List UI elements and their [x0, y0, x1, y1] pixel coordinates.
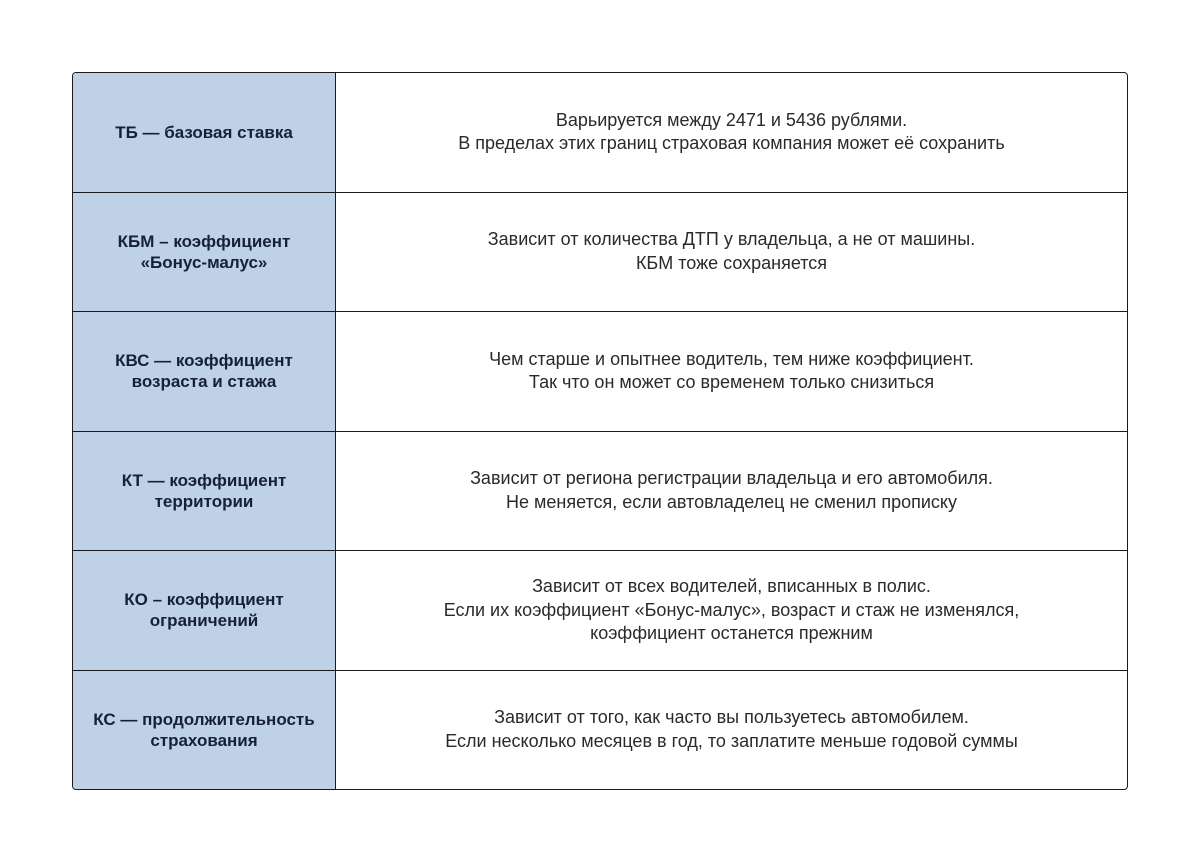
- row-description-cell: [336, 73, 1127, 192]
- row-key-cell: [73, 432, 336, 551]
- row-key-cell: [73, 73, 336, 192]
- row-key-cell: [73, 551, 336, 670]
- description-line: Если несколько месяцев в год, то заплатите меньше годовой суммы: [445, 730, 1018, 751]
- description-line: Так что он может со временем только снизиться: [528, 372, 935, 393]
- row-key-cell: [73, 193, 336, 312]
- row-key-text: [124, 589, 283, 631]
- description-line: Зависит от количества ДТП у владельца, а не от машины.: [487, 229, 976, 250]
- key-line: КБМ – коэффициент: [117, 231, 291, 251]
- description-line: Если их коэффициент «Бонус-малус», возраст и стаж не изменялся,: [443, 599, 1020, 620]
- row-key-text: [118, 231, 291, 273]
- description-line: коэффициент останется прежним: [590, 623, 873, 643]
- key-line: ТБ — базовая ставка: [115, 122, 293, 142]
- table-row-kvs: [73, 312, 1127, 432]
- key-line: возраста и стажа: [131, 372, 277, 392]
- row-key-text: [122, 470, 287, 512]
- description-line: Зависит от всех водителей, вписанных в полис.: [532, 576, 931, 596]
- description-line: Варьируется между 2471 и 5436 рублями.: [555, 109, 908, 130]
- table-row-kbm: [73, 193, 1127, 313]
- coefficients-table: [72, 72, 1128, 790]
- row-description-cell: [336, 551, 1127, 670]
- row-description-cell: [336, 312, 1127, 431]
- row-description-cell: [336, 193, 1127, 312]
- row-description-cell: [336, 671, 1127, 790]
- description-line: Чем старше и опытнее водитель, тем ниже коэффициент.: [489, 348, 974, 369]
- key-line: «Бонус-малус»: [140, 252, 268, 272]
- description-line: Зависит от региона регистрации владельца и его автомобиля.: [470, 468, 993, 489]
- description-line: Не меняется, если автовладелец не сменил прописку: [506, 491, 957, 512]
- row-key-text: [115, 122, 293, 143]
- description-line: В пределах этих границ страховая компания может её сохранить: [458, 133, 1005, 154]
- table-row-ko: [73, 551, 1127, 671]
- key-line: страхования: [150, 730, 258, 750]
- key-line: КВС — коэффициент: [115, 351, 293, 371]
- row-description-cell: [336, 432, 1127, 551]
- key-line: КС — продолжительность: [93, 709, 315, 729]
- key-line: КТ — коэффициент: [121, 470, 287, 490]
- table-row-tb: [73, 73, 1127, 193]
- description-line: Зависит от того, как часто вы пользуетесь автомобилем.: [494, 707, 969, 728]
- table-row-kt: [73, 432, 1127, 552]
- row-key-cell: [73, 312, 336, 431]
- key-line: КО – коэффициент: [124, 590, 284, 610]
- table-row-ks: [73, 671, 1127, 790]
- key-line: ограничений: [149, 611, 259, 631]
- description-line: КБМ тоже сохраняется: [635, 252, 828, 273]
- row-key-text: [93, 709, 314, 751]
- key-line: территории: [154, 491, 254, 511]
- row-key-text: [115, 350, 293, 392]
- row-key-cell: [73, 671, 336, 790]
